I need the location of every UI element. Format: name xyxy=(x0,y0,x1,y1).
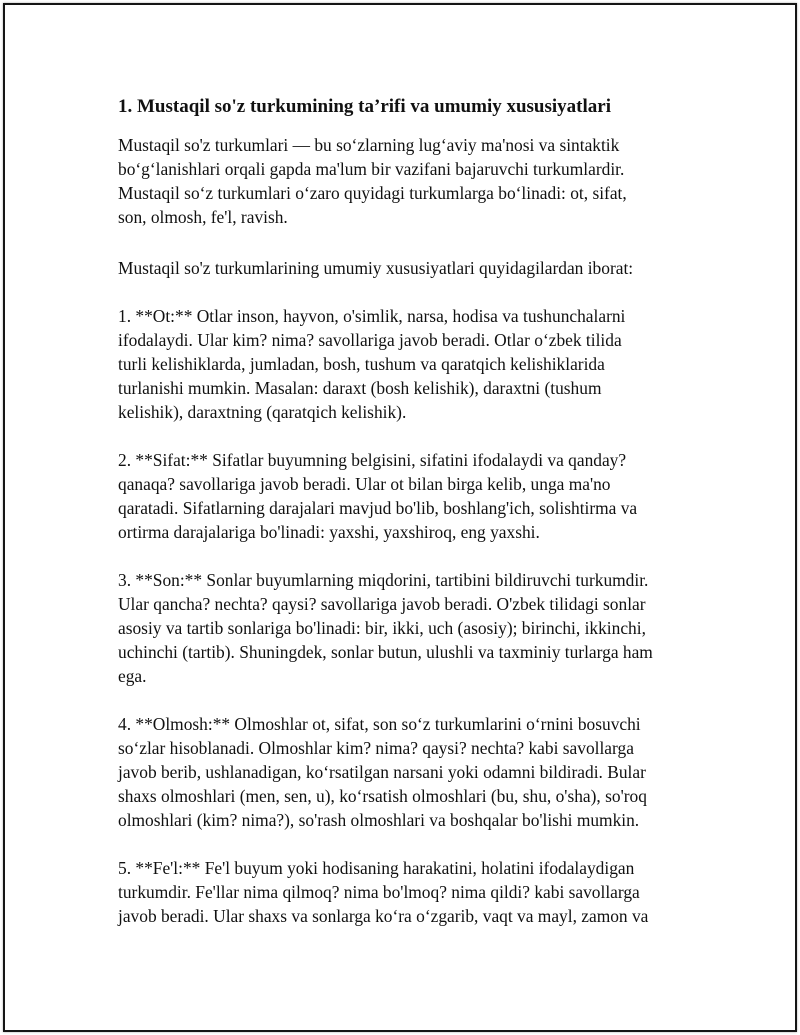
paragraph-item-ot xyxy=(118,304,718,424)
text-line: shaxs olmoshlari (men, sen, u), ko‘rsatish olmoshlari (bu, shu, o'sha), so'roq xyxy=(118,786,647,806)
text-line: 4. **Olmosh:** Olmoshlar ot, sifat, son so‘z turkumlarini o‘rnini bosuvchi xyxy=(118,714,641,734)
text-line: ega. xyxy=(118,666,147,686)
text-line: Mustaqil so'z turkumlarining umumiy xususiyatlari quyidagilardan iborat: xyxy=(118,258,634,278)
document-body xyxy=(118,95,718,952)
text-line: Mustaqil so'z turkumlari — bu so‘zlarning lug‘aviy ma'nosi va sintaktik xyxy=(118,135,620,155)
text-line: so‘zlar hisoblanadi. Olmoshlar kim? nima? qaysi? nechta? kabi savollarga xyxy=(118,738,634,758)
text-line: uchinchi (tartib). Shuningdek, sonlar butun, ulushli va taxminiy turlarga ham xyxy=(118,642,653,662)
text-line: turlanishi mumkin. Masalan: daraxt (bosh kelishik), daraxtni (tushum xyxy=(118,378,602,398)
text-line: turli kelishiklarda, jumladan, bosh, tushum va qaratqich kelishiklarida xyxy=(118,354,605,374)
text-line: 1. **Ot:** Otlar inson, hayvon, o'simlik, narsa, hodisa va tushunchalarni xyxy=(118,306,626,326)
paragraph-item-sifat xyxy=(118,448,718,544)
text-line: ifodalaydi. Ular kim? nima? savollariga javob beradi. Otlar o‘zbek tilida xyxy=(118,330,622,350)
paragraph-item-son xyxy=(118,568,718,688)
text-line: Mustaqil so‘z turkumlari o‘zaro quyidagi turkumlarga bo‘linadi: ot, sifat, xyxy=(118,183,627,203)
section-title: 1. Mustaqil so'z turkumining ta’rifi va umumiy xususiyatlari xyxy=(118,96,611,117)
text-line: 2. **Sifat:** Sifatlar buyumning belgisini, sifatini ifodalaydi va qanday? xyxy=(118,450,627,470)
text-line: javob berib, ushlanadigan, ko‘rsatilgan narsani yoki odamni bildiradi. Bular xyxy=(118,762,646,782)
text-line: 3. **Son:** Sonlar buyumlarning miqdorini, tartibini bildiruvchi turkumdir. xyxy=(118,570,649,590)
text-line: turkumdir. Fe'llar nima qilmoq? nima bo'lmoq? nima qildi? kabi savollarga xyxy=(118,882,640,902)
paragraph-lead-in xyxy=(118,256,718,280)
text-line: qanaqa? savollariga javob beradi. Ular ot bilan birga kelib, unga ma'no xyxy=(118,474,611,494)
text-line: bo‘g‘lanishlari orqali gapda ma'lum bir vazifani bajaruvchi turkumlardir. xyxy=(118,159,625,179)
text-line: qaratadi. Sifatlarning darajalari mavjud bo'lib, boshlang'ich, solishtirma va xyxy=(118,498,638,518)
text-line: olmoshlari (kim? nima?), so'rash olmoshlari va boshqalar bo'lishi mumkin. xyxy=(118,810,640,830)
text-line: ortirma darajalariga bo'linadi: yaxshi, yaxshiroq, eng yaxshi. xyxy=(118,522,540,542)
paragraph-item-olmosh xyxy=(118,712,718,832)
paragraph-item-fel xyxy=(118,856,718,928)
text-line: kelishik), daraxtning (qaratqich kelishik). xyxy=(118,402,407,422)
text-line: javob beradi. Ular shaxs va sonlarga ko‘ra o‘zgarib, vaqt va mayl, zamon va xyxy=(118,906,649,926)
text-line: asosiy va tartib sonlariga bo'linadi: bir, ikki, uch (asosiy); birinchi, ikkinchi, xyxy=(118,618,646,638)
text-line: Ular qancha? nechta? qaysi? savollariga javob beradi. O'zbek tilidagi sonlar xyxy=(118,594,646,614)
paragraph-intro xyxy=(118,133,718,229)
text-line: son, olmosh, fe'l, ravish. xyxy=(118,207,288,227)
text-line: 5. **Fe'l:** Fe'l buyum yoki hodisaning harakatini, holatini ifodalaydigan xyxy=(118,858,635,878)
